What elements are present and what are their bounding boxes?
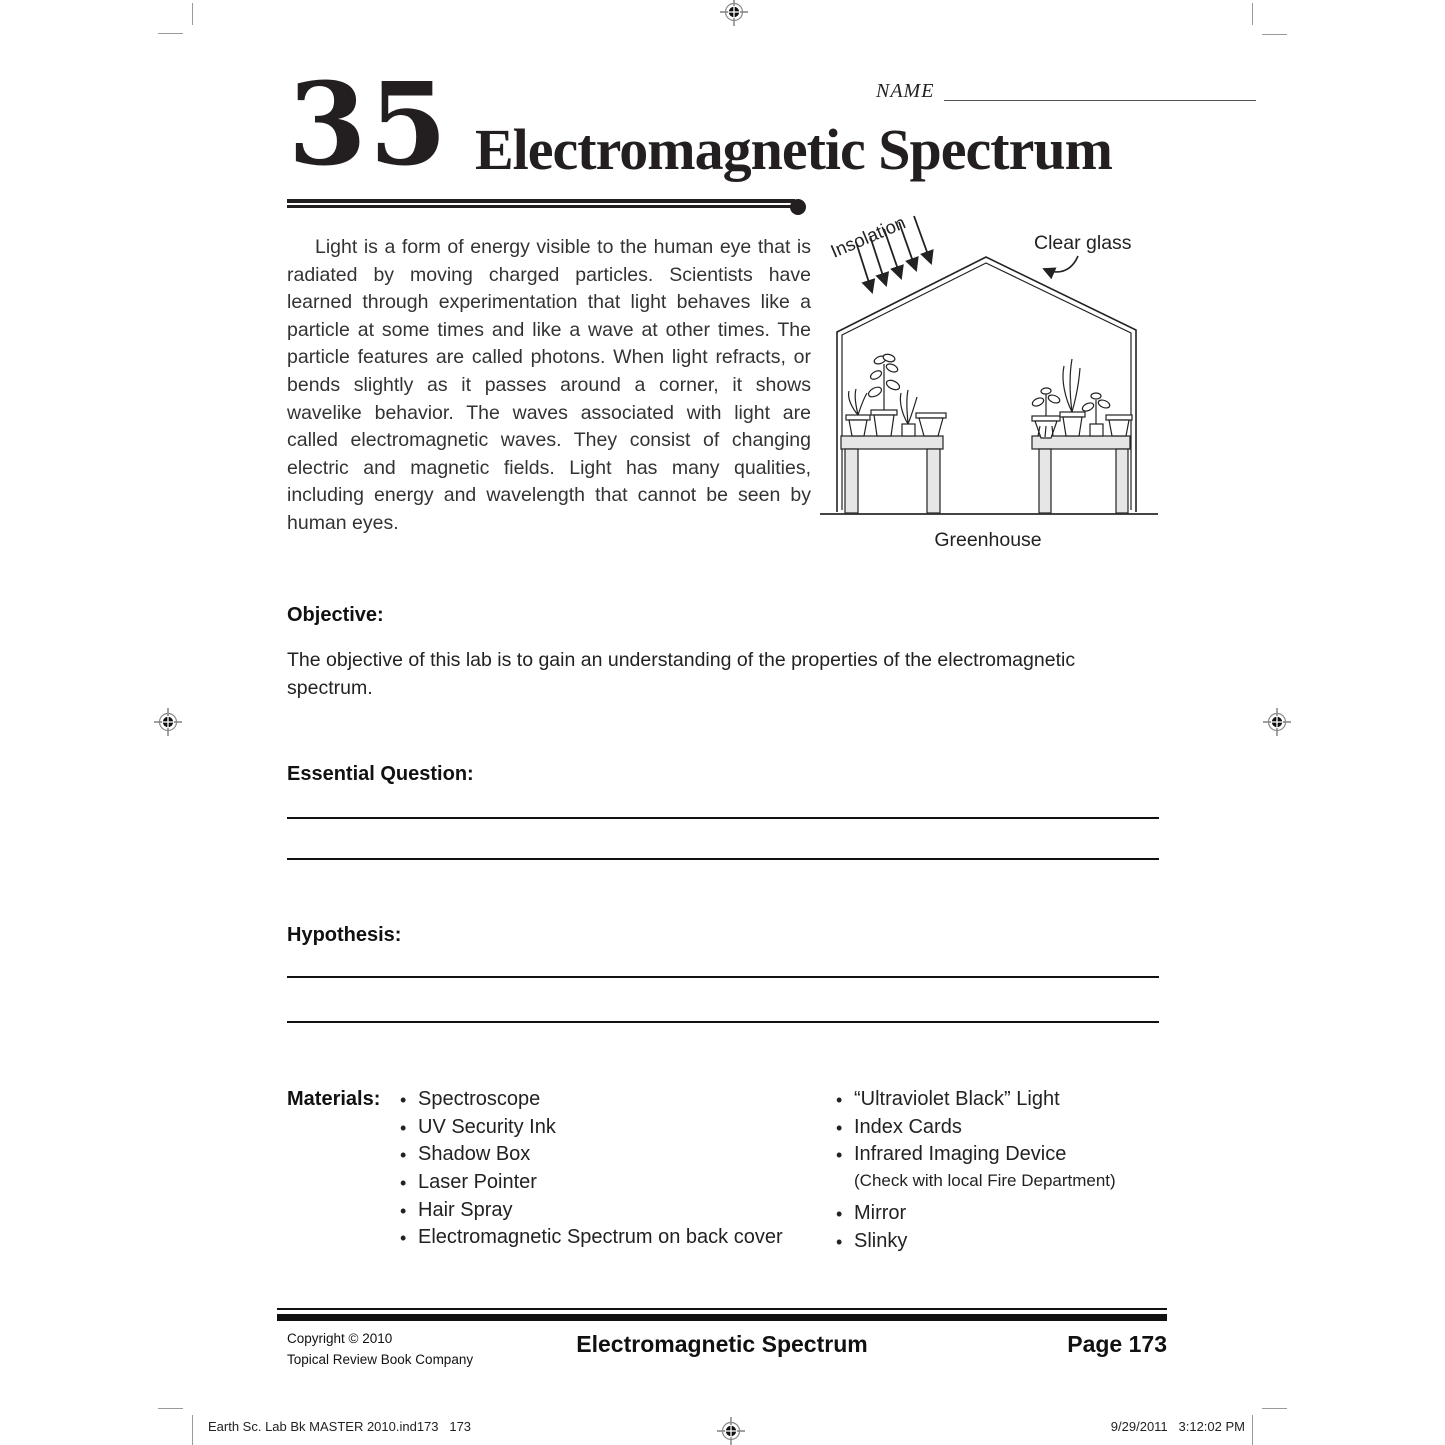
crop-mark-bottom-left-v: [192, 1415, 193, 1445]
essential-question-heading: Essential Question:: [287, 763, 474, 785]
page-number: Page 173: [1067, 1331, 1167, 1357]
clear-glass-label: Clear glass: [1034, 232, 1132, 254]
bullet-icon: •: [400, 1145, 407, 1166]
answer-line: [287, 817, 1159, 819]
material-name: Spectroscope: [418, 1088, 541, 1110]
list-item: [400, 1088, 783, 1116]
crop-mark-bottom-right-v: [1252, 1415, 1253, 1445]
copyright-line2: Topical Review Book Company: [287, 1352, 474, 1367]
material-name: Mirror: [854, 1202, 907, 1225]
bullet-icon: •: [400, 1228, 407, 1249]
objective-body: The objective of this lab is to gain an understanding of the properties of the electromagnetic spectrum.: [287, 649, 1076, 699]
registration-mark-icon: [717, 1417, 745, 1445]
material-note: (Check with local Fire Department): [854, 1171, 1116, 1191]
insolation-label: Insolation: [827, 211, 909, 262]
registration-mark-icon: [1263, 708, 1291, 736]
material-name: Index Cards: [854, 1115, 962, 1138]
list-item: [836, 1202, 1116, 1230]
print-slug-timestamp: 9/29/2011 3:12:02 PM: [1110, 1419, 1245, 1434]
material-name: Slinky: [854, 1229, 908, 1252]
material-name: Shadow Box: [418, 1143, 531, 1166]
material-name: “Ultraviolet Black” Light: [854, 1088, 1060, 1110]
bullet-icon: •: [836, 1117, 843, 1138]
print-slug-file-info: Earth Sc. Lab Bk MASTER 2010.ind173 173: [208, 1419, 472, 1434]
figure-caption: Greenhouse: [934, 529, 1042, 551]
name-blank-line: [944, 100, 1256, 101]
registration-mark-icon: [154, 708, 182, 736]
list-item: [836, 1088, 1116, 1116]
registration-mark-icon: [720, 0, 748, 26]
answer-line: [287, 976, 1159, 978]
bullet-icon: •: [400, 1117, 407, 1138]
hypothesis-heading: Hypothesis:: [287, 924, 402, 946]
left-plants: [846, 353, 946, 436]
page-title: Electromagnetic Spectrum: [475, 117, 1112, 182]
materials-heading: Materials:: [287, 1088, 381, 1110]
answer-line: [287, 1021, 1159, 1023]
footer-rule-thin: [277, 1308, 1167, 1310]
material-name: Hair Spray: [418, 1198, 513, 1221]
objective-heading: Objective:: [287, 604, 384, 626]
list-item: [400, 1116, 783, 1144]
list-item: [836, 1230, 1116, 1258]
lesson-number: 35: [288, 58, 450, 191]
material-name: UV Security Ink: [418, 1115, 556, 1138]
intro-paragraph: Light is a form of energy visible to the human eye that is radiated by moving charged particles. Scientists have learned through experimentation that light behaves like a particle at some times and like a wave at other times. The particle features are called photons. When light refracts, or bends slightly as it passes around a corner, it shows wavelike behavior. The waves associated with light are called electromagnetic waves. They consist of changing electric and magnetic fields. Light has many qualities, including energy and wavelength that cannot be seen by human eyes.: [287, 236, 811, 534]
greenhouse-outline-inner: [842, 263, 1131, 510]
title-rule-dot: [790, 199, 806, 215]
greenhouse-outline: [837, 257, 1136, 512]
crop-mark-top-left-v: [192, 3, 193, 25]
clear-glass-arrow: [1044, 256, 1078, 272]
bullet-icon: •: [836, 1204, 843, 1225]
list-item: [400, 1199, 783, 1227]
list-item: [400, 1143, 783, 1171]
copyright-line1: Copyright © 2010: [287, 1331, 393, 1346]
answer-line: [287, 858, 1159, 860]
materials-list-left: [400, 1088, 783, 1254]
crop-mark-top-left-h: [158, 33, 183, 34]
crop-mark-bottom-right-h: [1262, 1408, 1287, 1409]
bullet-icon: •: [836, 1231, 843, 1252]
materials-list-right: [836, 1088, 1116, 1257]
right-plants: [1031, 359, 1132, 438]
material-name: Infrared Imaging Device: [854, 1143, 1067, 1166]
list-item: [400, 1171, 783, 1199]
list-item: [836, 1116, 1116, 1144]
name-label: NAME: [876, 80, 935, 102]
bullet-icon: •: [400, 1200, 407, 1221]
footer-title: Electromagnetic Spectrum: [576, 1331, 868, 1357]
title-rule: [287, 199, 795, 208]
left-table: [841, 436, 943, 513]
greenhouse-figure: [816, 196, 1166, 560]
material-name: Laser Pointer: [418, 1171, 537, 1194]
bullet-icon: •: [400, 1173, 407, 1194]
footer-rule-thick: [277, 1314, 1167, 1321]
right-table: [1032, 436, 1130, 513]
name-row: [876, 80, 1256, 103]
list-item: [400, 1226, 783, 1254]
bullet-icon: •: [836, 1145, 843, 1166]
bullet-icon: •: [836, 1090, 843, 1110]
list-item: [836, 1143, 1116, 1171]
crop-mark-top-right-v: [1252, 3, 1253, 25]
crop-mark-top-right-h: [1262, 34, 1287, 35]
crop-mark-bottom-left-h: [158, 1408, 183, 1409]
material-name: Electromagnetic Spectrum on back cover: [418, 1226, 783, 1249]
bullet-icon: •: [400, 1090, 407, 1110]
